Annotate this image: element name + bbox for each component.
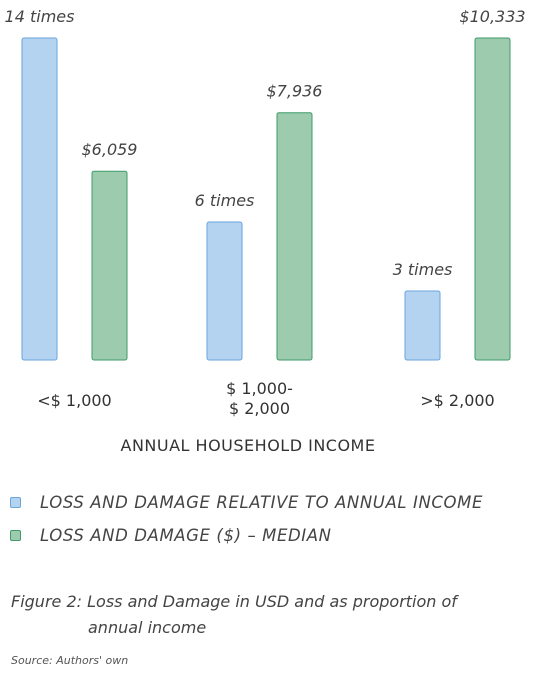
bar-s1-c0 [92,171,127,360]
x-axis-label: ANNUAL HOUSEHOLD INCOME [120,436,376,455]
data-label-s1-c1: $7,936 [266,81,323,101]
data-label-s0-c0: 14 times [4,7,75,26]
bar-s1-c2 [475,38,510,360]
bar-s0-c1 [207,222,242,360]
legend [10,486,483,552]
bar-s1-c1 [277,113,312,360]
category-label-2: >$ 2,000 [420,391,495,410]
caption-line-1: Figure 2: Loss and Damage in USD and as proportion of [11,592,457,611]
category-labels [37,379,494,418]
bar-s0-c0 [22,38,57,360]
caption-line-2: annual income [88,618,207,637]
category-label-1-line-1: $ 2,000 [228,399,291,418]
data-label-s0-c1: 6 times [194,191,255,210]
legend-label-relative: LOSS AND DAMAGE RELATIVE TO ANNUAL INCOME [40,493,483,512]
legend-swatch-blue [10,497,21,508]
data-label-s1-c0: $6,059 [81,140,138,160]
legend-label-median: LOSS AND DAMAGE ($) – MEDIAN [40,526,332,545]
data-label-s0-c2: 3 times [392,260,453,279]
legend-swatch-green [10,530,21,541]
category-label-0: <$ 1,000 [37,391,112,410]
category-label-1-line-0: $ 1,000- [226,379,293,398]
legend-item-median [10,519,483,552]
bars-group [5,7,526,360]
bar-s0-c2 [405,291,440,360]
data-label-s1-c2: $10,333 [459,7,526,26]
legend-item-relative [10,486,483,519]
figure-caption [11,589,531,641]
source-note: Source: Authors' own [11,654,129,667]
